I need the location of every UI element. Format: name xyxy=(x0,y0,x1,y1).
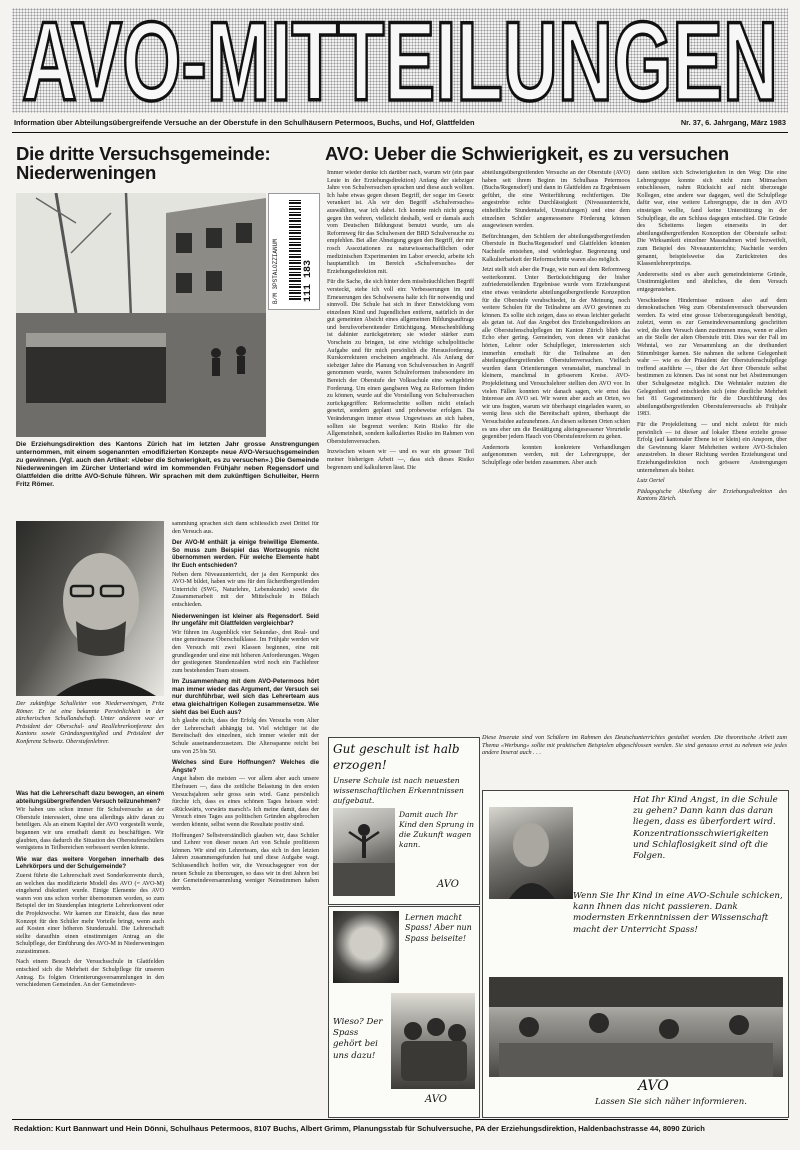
paragraph: Nach einem Besuch der Versuchsschule in Glattfelden entschied sich die Mehrheit der Schulpflege für unseren Antrag. Es folgten Orientierungsversammlungen in den verschiedenen Gemeinden. An der Gemeindever- xyxy=(16,959,164,989)
ad1-body: Unsere Schule ist nach neuesten wissenschaftlichen Erkenntnissen aufgebaut. xyxy=(333,776,464,805)
ad2-photo-bottom xyxy=(391,993,475,1089)
ad3-brand: AVO xyxy=(638,1078,669,1094)
barcode-label-text: B/M 3PSTALOZZIANUM xyxy=(272,239,279,304)
ad3-top-text: Hat Ihr Kind Angst, in die Schule zu gehen? Dann kann das daran liegen, dass es überfordert wird. Konzentrationsschwierigkeiten und Schlaflosigkeit sind oft die Folgen. xyxy=(633,795,778,861)
left-column-a xyxy=(16,787,164,1113)
paragraph: Verschiedene Hindernisse müssen also auf dem demokratischen Weg zum Oberstufenversuch überwunden werden. Es wird eine grosse Ueberzeugungskraft benötigt, zuletzt, wenn es zur Gemeindeversammlung geschritten wird, die dem Versuch dann zustimmen muss, wenn er allen an die Stelle der alten Oberstufe tritt. Dies war der Fall im Wehntal, wo zur Versammlung an die dreihundert Stimmbürger kamen. Sie nahmen die seltene Gelegenheit wahr — wie es der Präsident der Oberstufenschulpflege treffend ausführte —, über die Art ihrer Oberstufe selbst bestimmen zu können. Das ist sonst nur bei Abstimmungen über Schulgesetze möglich. Die Wehntaler nutzten die Gelegenheit und entschieden sich (eine deutliche Mehrheit bei 81 Gegenstimmen) für die Durchführung des abteilungsübergreifenden Oberstufenversuchs ab Frühjahr 1983. xyxy=(637,297,787,418)
top-rule xyxy=(12,132,788,133)
paragraph: Wir führen im Augenblick vier Sekundar-, drei Real- und eine gemeinsame Oberschulklasse. Im Frühjahr werden wir den Versuch mit zwei Klassen beginnen, eine mit grundlegender und eine mit höheren Anforderungen. Wegen der gestiegenen Stundenzahlen wird noch ein Fachlehrer zum bestehenden Team stossen. xyxy=(172,629,319,674)
masthead xyxy=(12,2,788,113)
paragraph: Andernorts konnten konkretere Verhandlungen aufgenommen werden, mit der Lehrergruppe, der Schulpflege oder beiden zusammen. Aber auch xyxy=(482,444,630,466)
paragraph: Zuerst führte die Lehrerschaft zwei Sonderkonvente durch, an welchen das modifizierte Modell des AVO (= AVO-M) eingehend diskutiert wurde. Einige Elemente des AVO waren von uns schon vorher übernommen worden, so zum Beispiel der im Stundenplan integrierte Lehrerkonvent oder die Projektwoche. Wir kamen zur Einsicht, dass das neue Konzept für den Schüler mehr Vorteile bringt, wenn auch auf Kosten einer höheren Stundenzahl. Die Lehrerschaft stellte daraufhin einen einstimmigen Antrag an die Schulpflege, der Einführung des AVO-M in Niederweningen zuzustimmen. xyxy=(16,872,164,955)
ad3-classroom-drawing xyxy=(489,977,783,1077)
paragraph: dann stellten sich Schwierigkeiten in den Weg: Die eine Lehrergruppe konnte sich nicht zum Mitmachen entschliessen, nahm Rücksicht auf nicht überzeugte Kollegen, eine andere war dagegen, weil die Schulpflege dafür war, eine weitere Lehrergruppe, die in den AVO einsteigen wollte, fand keine Unterstützung in der Schulpflege, die am Schluss dagegen entschied. Die Gründe des Scheiterns liegen einerseits in der abteilungsübergreifenden Konzeption der Oberstufe selbst: Die Wirksamkeit einzelner Massnahmen wird bezweifelt, zum Beispiel des Niveauunterrichts; Nachteile werden genannt, beispielsweise das Zurücktreten des Klassenlehrerprinzips. xyxy=(637,170,787,268)
interview-question: Wie war das weitere Vorgehen innerhalb des Lehrkörpers und der Schulgemeinde? xyxy=(16,855,164,871)
ad2-top-text: Lernen macht Spass! Aber nun Spass beiseite! xyxy=(405,913,472,943)
left-headline: Die dritte Versuchsgemeinde: Niederweningen xyxy=(16,143,271,184)
right-column-2 xyxy=(482,170,630,728)
masthead-subline xyxy=(14,118,786,127)
portrait-photo xyxy=(16,521,164,696)
interview-question: Der AVO-M enthält ja einige freiwillige Elemente. So muss zum Beispiel das Wortzeugnis nicht übernommen werden. Für welche Elemente habt Ihr Euch entschieden? xyxy=(172,539,319,569)
paragraph: Hoffnungen? Selbstverständlich glauben wir, dass Schüler und Lehrer von dieser neuen Art von Schule profitieren können. Wir sind ein Lehrerteam, das sich in den letzten Jahren zusammengefunden hat und diese Aufgabe wagt. Schlussendlich hoffen wir, die Versuchsgegner von der neuen Schule zu überzeugen, so dass wir in drei Jahren bei der Gemeindeversammlung weniger Neinstimmen haben werden. xyxy=(172,832,319,892)
paragraph: Angst haben die meisten — vor allem aber auch unsere Ehefrauen —, dass die zeitliche Belastung in den ersten Versuchsjahren sehr gross sein wird. Ganz persönlich fürchte ich, dass es eines schönen Tages heissen wird: «Rückwärts, vorwärts marsch!» Ich meine damit, dass der Versuch eines Tages aus politischen Gründen abgebrochen werden könnte, selbst wenn die Resultate positiv sind. xyxy=(172,776,319,828)
barcode-number: 111 183 xyxy=(303,259,314,302)
ad1-title: Gut geschult ist halb erzogen! xyxy=(333,742,460,772)
portrait-caption: Der zukünftige Schulleiter von Niederweningen, Fritz Römer. Er ist eine bekannte Persönlichkeit in der zürcherischen Schullandschaft. Unter anderem war er Präsident der Oberschul- und Reallehrerkonferenz des Kantons sowie Gründungsmitglied und Präsident der Konferenz Schweiz. Oberstufenlehrer. xyxy=(16,700,164,745)
issue-number: Nr. 37, 6. Jahrgang, März 1983 xyxy=(680,118,786,127)
ad2-photo-top xyxy=(333,911,399,983)
schoolyard-photo xyxy=(16,193,266,437)
ad1-brand: AVO xyxy=(437,879,459,890)
ad1-photo xyxy=(333,808,395,896)
inserate-note: Diese Inserate sind von Schülern im Rahmen des Deutschunterrichtes gestaltet worden. Die theoretische Arbeit zum Thema «Werbung» sollte mit praktischen Beispielen abgeschlossen werden. Sie sind genauso ernst zu nehmen wie jedes andere Inserat auch . . . xyxy=(482,734,787,757)
paragraph: sammlung sprachen sich dann schliesslich zwei Drittel für den Versuch aus. xyxy=(172,521,319,535)
right-headline: AVO: Ueber die Schwierigkeit, es zu versuchen xyxy=(325,143,729,164)
paragraph: Wir haben uns schon immer für Schulversuche an der Oberstufe interessiert, ohne uns allerdings aktiv daran zu beteiligen. Als an einem Kapitel der AVO vorgestellt wurde, begannen wir uns ernsthaft damit zu beschäftigen. Wir glaubten, dass dadurch die Situation des Oberstufenschülers wenigstens in Teilbereichen verbessert werden könnte. xyxy=(16,807,164,852)
masthead-title-text: AVO-MITTEILUNGEN xyxy=(22,2,778,112)
ad2-brand: AVO xyxy=(425,1094,447,1105)
author-signature: Pädagogische Abteilung der Erziehungsdirektion des Kantons Zürich. xyxy=(637,488,787,503)
ad3-mid-text: Wenn Sie Ihr Kind in eine AVO-Schule schicken, kann Ihnen das nicht passieren. Dank modernsten Erkenntnissen der Wissenschaft macht der Unterricht Spass! xyxy=(573,891,783,935)
ad2-bottom-text: Wieso? Der Spass gehört bei uns dazu! xyxy=(333,1017,383,1061)
author-signature: Lutz Oertel xyxy=(637,478,665,485)
intro-caption: Die Erziehungsdirektion des Kantons Zürich hat im letzten Jahr grosse Anstrengungen unternommen, mit einem sogenannten «modifizierten Konzept» neue AVO-Versuchsgemeinden zu gewinnen. (Vgl. auch den Artikel: «Ueber die Schwierigkeit, es zu versuchen».) Die Gemeinde Niederweningen im Zürcher Unterland wird im kommenden Frühjahr neben Regensdorf und Glattfelden die dritte AVO-Schule führen. Wir sprachen mit dem zukünftigen Schulleiter, Herrn Fritz Römer. xyxy=(16,441,319,488)
library-barcode-label xyxy=(268,193,320,310)
paragraph: Immer wieder denke ich darüber nach, warum wir (ein paar Leute in der Erziehungsdirektion) Anfang der siebziger Jahre von Schulversuchen sprachen und diese auch wollten. Ich habe etwas gegen diesen Begriff, der sogar im Gesetz verankert ist. Als wir den Begriff «Schulversuche» auswählten, war ich dabei. Ich konnte mich nicht genug gegen ihn wehren, vielleicht deshalb, weil er damals auch vom Deutschen Bildungsrat benutzt wurde, um als Reformweg für das Schulwesen der BRD Schulversuche zu empfehlen. Bei aller Abneigung gegen den Begriff, der mir rosch Assoziationen zu naturwissenschaftlichen oder medizinischen Experimenten im Labor erweckt, arbeite ich hauptamtlich im Bereich «Schulversuche» der Erziehungsdirektion mit. xyxy=(327,170,474,275)
paragraph: Inzwischen wissen wir — und es war ein grosser Teil meiner bisherigen Arbeit —, dass sich dieses Risiko begrenzen und kalkulieren lässt. Die xyxy=(327,449,474,471)
paragraph: Jetzt stellt sich aber die Frage, wie nun auf dem Reformweg weiterkommt. Unter Berücksichtigung der bisher zufriedenstellenden Ergebnisse wurde vom Erziehungsrat eine etwas veränderte abteilungsübergreifende Konzeption für die Oberstufe verabschiedet, in der Meinung, noch weitere Schulen für die Teilnahme am AVO gewinnen zu können. Es sollte sich zeigen, dass so etwas leichter gedacht als getan ist. Auf das Angebot des Erziehungsdirektors an alle Oberstufenschulpflegen im Kanton Zürich blieb das Echo eher gering. Gemeinden, von denen wir zunächst hörten, Lehrer oder Schulpfleger, interessierten sich immerhin ernsthaft für die Teilnahme an den abteilungsübergreifenden Oberstufenversuchen. Vielfach wurden dann Orientierungen veranstaltet, manchmal in kleinem, manchmal in grösserem Kreise. AVO-Projektleitung und Versuchslehrer stellten den AVO vor. In vielen Fällen konnten wir danach sagen, wie ernst das Interesse am AVO sei. Wir waren aber auch an Orten, wo wir uns fragten, warum wir überhaupt eingeladen waren, so wenig liess sich die Bereitschaft spüren, überhaupt die Versuchsidee aufzunehmen. An diesen seltenen Orten schien es uns eher um die Bestätigung alteingesessener Vorurteile gegenüber jedem Hauch von Oberstufenreform zu gehen. xyxy=(482,267,630,441)
paragraph: abteilungsübergreifenden Versuche an der Oberstufe (AVO) haben seit ihrem Beginn im Schulhaus Petermoos (Buchs/Regensdorf) und dann in Glattfelden zu Ergebnissen geführt, die eine Weiterführung rechtfertigen. Die angestrebte echte Durchlässigkeit (Niveauunterricht, einheitliche Stundentafel, Umstufungen) und eine dem einzelnen Schüler angemessenere Förderung können ausgewiesen werden. xyxy=(482,170,630,230)
interview-question: Niederweningen ist kleiner als Regensdorf. Seid Ihr ungefähr mit Glattfelden vergleichbar? xyxy=(172,612,319,628)
ad1-photo-drawing xyxy=(333,808,395,896)
interview-question: Im Zusammenhang mit dem AVO-Petermoos hört man immer wieder das Argument, der Versuch sei nur durchführbar, weil sich das Lehrerteam aus etwa gleichaltrigen Kollegen zusammensetze. Wie sieht das bei Euch aus? xyxy=(172,678,319,716)
left-column-b xyxy=(172,521,319,1113)
student-ad-2 xyxy=(328,906,480,1118)
ad1-side: Damit auch Ihr Kind den Sprung in die Zukunft wagen kann. xyxy=(399,810,474,849)
paragraph: Befürchtungen, den Schülern der abteilungsübergreifenden Oberstufe in Buchs/Regensdorf und Glattfelden könnten Nachteile entstehen, sind widerlegbar. Begrenzung und Kalkulierbarkeit der Reformschritte waren also möglich. xyxy=(482,233,630,263)
barcode-icon xyxy=(289,200,301,300)
interview-question: Welches sind Eure Hoffnungen? Welches die Ängste? xyxy=(172,759,319,774)
portrait-drawing xyxy=(16,521,164,696)
interview-question: Was hat die Lehrerschaft dazu bewogen, an einem abteilungsübergreifenden Versuch teilzunehmen? xyxy=(16,790,164,805)
ad3-photo-drawing xyxy=(489,807,573,899)
student-ad-3 xyxy=(482,790,789,1118)
ad2-photo-drawing xyxy=(391,993,475,1089)
paragraph: Für die Projektleitung — und nicht zuletzt für mich persönlich — ist dieser auf lokaler Ebene erzielte grosse Erfolg (auf kantonaler Ebene ist er klein) ein Ansporn, über die Gewinnung klarer Mehrheiten weitere AVO-Schulen anzustreben. In dieser Richtung werden Erziehungsrat und Erziehungsdirektion noch grössere Anstrengungen unternehmen als bisher. xyxy=(637,422,787,474)
footer-redaktion: Redaktion: Kurt Bannwart und Hein Dönni, Schulhaus Petermoos, 8107 Buchs, Albert Grimm, Planungsstab für Schulversuche, PA der Erziehungsdirektion, Haldenbachstrasse 44, 8090 Zürich xyxy=(14,1124,705,1133)
right-column-3 xyxy=(637,170,787,728)
ad3-tagline: Lassen Sie sich näher informieren. xyxy=(595,1097,748,1107)
bottom-rule xyxy=(12,1119,788,1120)
ad3-photo-top xyxy=(489,807,573,899)
masthead-subtitle: Information über Abteilungsübergreifende Versuche an der Oberstufe in den Schulhäusern Petermoos, Buchs, und Hof, Glattfelden xyxy=(14,118,475,127)
paragraph: Für die Sache, die sich hinter dem missbräuchlichen Begriff versteckt, stehe ich voll ein: Verbesserungen im und Erneuerungen des Schulwesens halte ich für notwendig und sinnvoll. Die Schule hat sich in ihrer Entwicklung vom einzelnen Kind und Jugendlichen entfernt, natürlich in der gut gemeinten Absicht eines allgemeinen Bildungsauftrags und berufsvorbereitender Ertüchtigung. Menschenbildung ist dahinter zurückgetreten; sie wieder stärker zum Vorschein zu bringen, ist eine wichtige schulpolitische Aufgabe und für mich persönlich die Herausforderung. Kurskorrekturen erscheinen angebracht. Als Anfang der siebziger Jahre die Planung von Schulversuchen in Angriff genommen wurde, waren Schulreformen insbesondere im Bereich der Oberstufe der Volksschule eine weitgehörte Forderung. Um einen gangbaren Weg zu Reformen finden zu können, wurde auf die Vorstellung von Schulversuchen zurückgegriffen: Reformschritte sollten nicht einfach gesetzt, sondern geplant und probeweise erfolgen. Da Veränderungen immer etwas Ungewisses an sich haben, sollten sie begrenzt werden: Kein Risiko für die Allgemeinheit, sondern kalkuliertes Risiko im Rahmen von Oberstufenversuchen. xyxy=(327,279,474,445)
paragraph: Andererseits sind es aber auch gemeindeinterne Gründe, Unstimmigkeiten und ähnliches, die dem Versuch entgegenstehen. xyxy=(637,271,787,293)
paragraph: Ich glaube nicht, dass der Erfolg des Versuchs vom Alter der Lehrerschaft abhängig ist. Viel wichtiger ist die Bereitschaft des einzelnen, sich immer wieder mit der Schule auseinanderzusetzen. Die Altersspanne reicht bei uns von 25 bis 50. xyxy=(172,718,319,755)
ad3-classroom-photo xyxy=(489,977,783,1077)
right-column-1 xyxy=(327,170,474,728)
paragraph: Neben dem Niveauunterricht, der ja den Kernpunkt des AVO-M bildet, haben wir uns für den fächerübergreifenden Unterricht (SWG, Naturlehre, Lebenskunde) sowie die Zusammenarbeit mit der Mittelschule in Bülach entschieden. xyxy=(172,571,319,608)
student-ad-1 xyxy=(328,737,480,905)
schoolyard-photo-drawing xyxy=(16,193,266,437)
masthead-title xyxy=(22,2,782,112)
